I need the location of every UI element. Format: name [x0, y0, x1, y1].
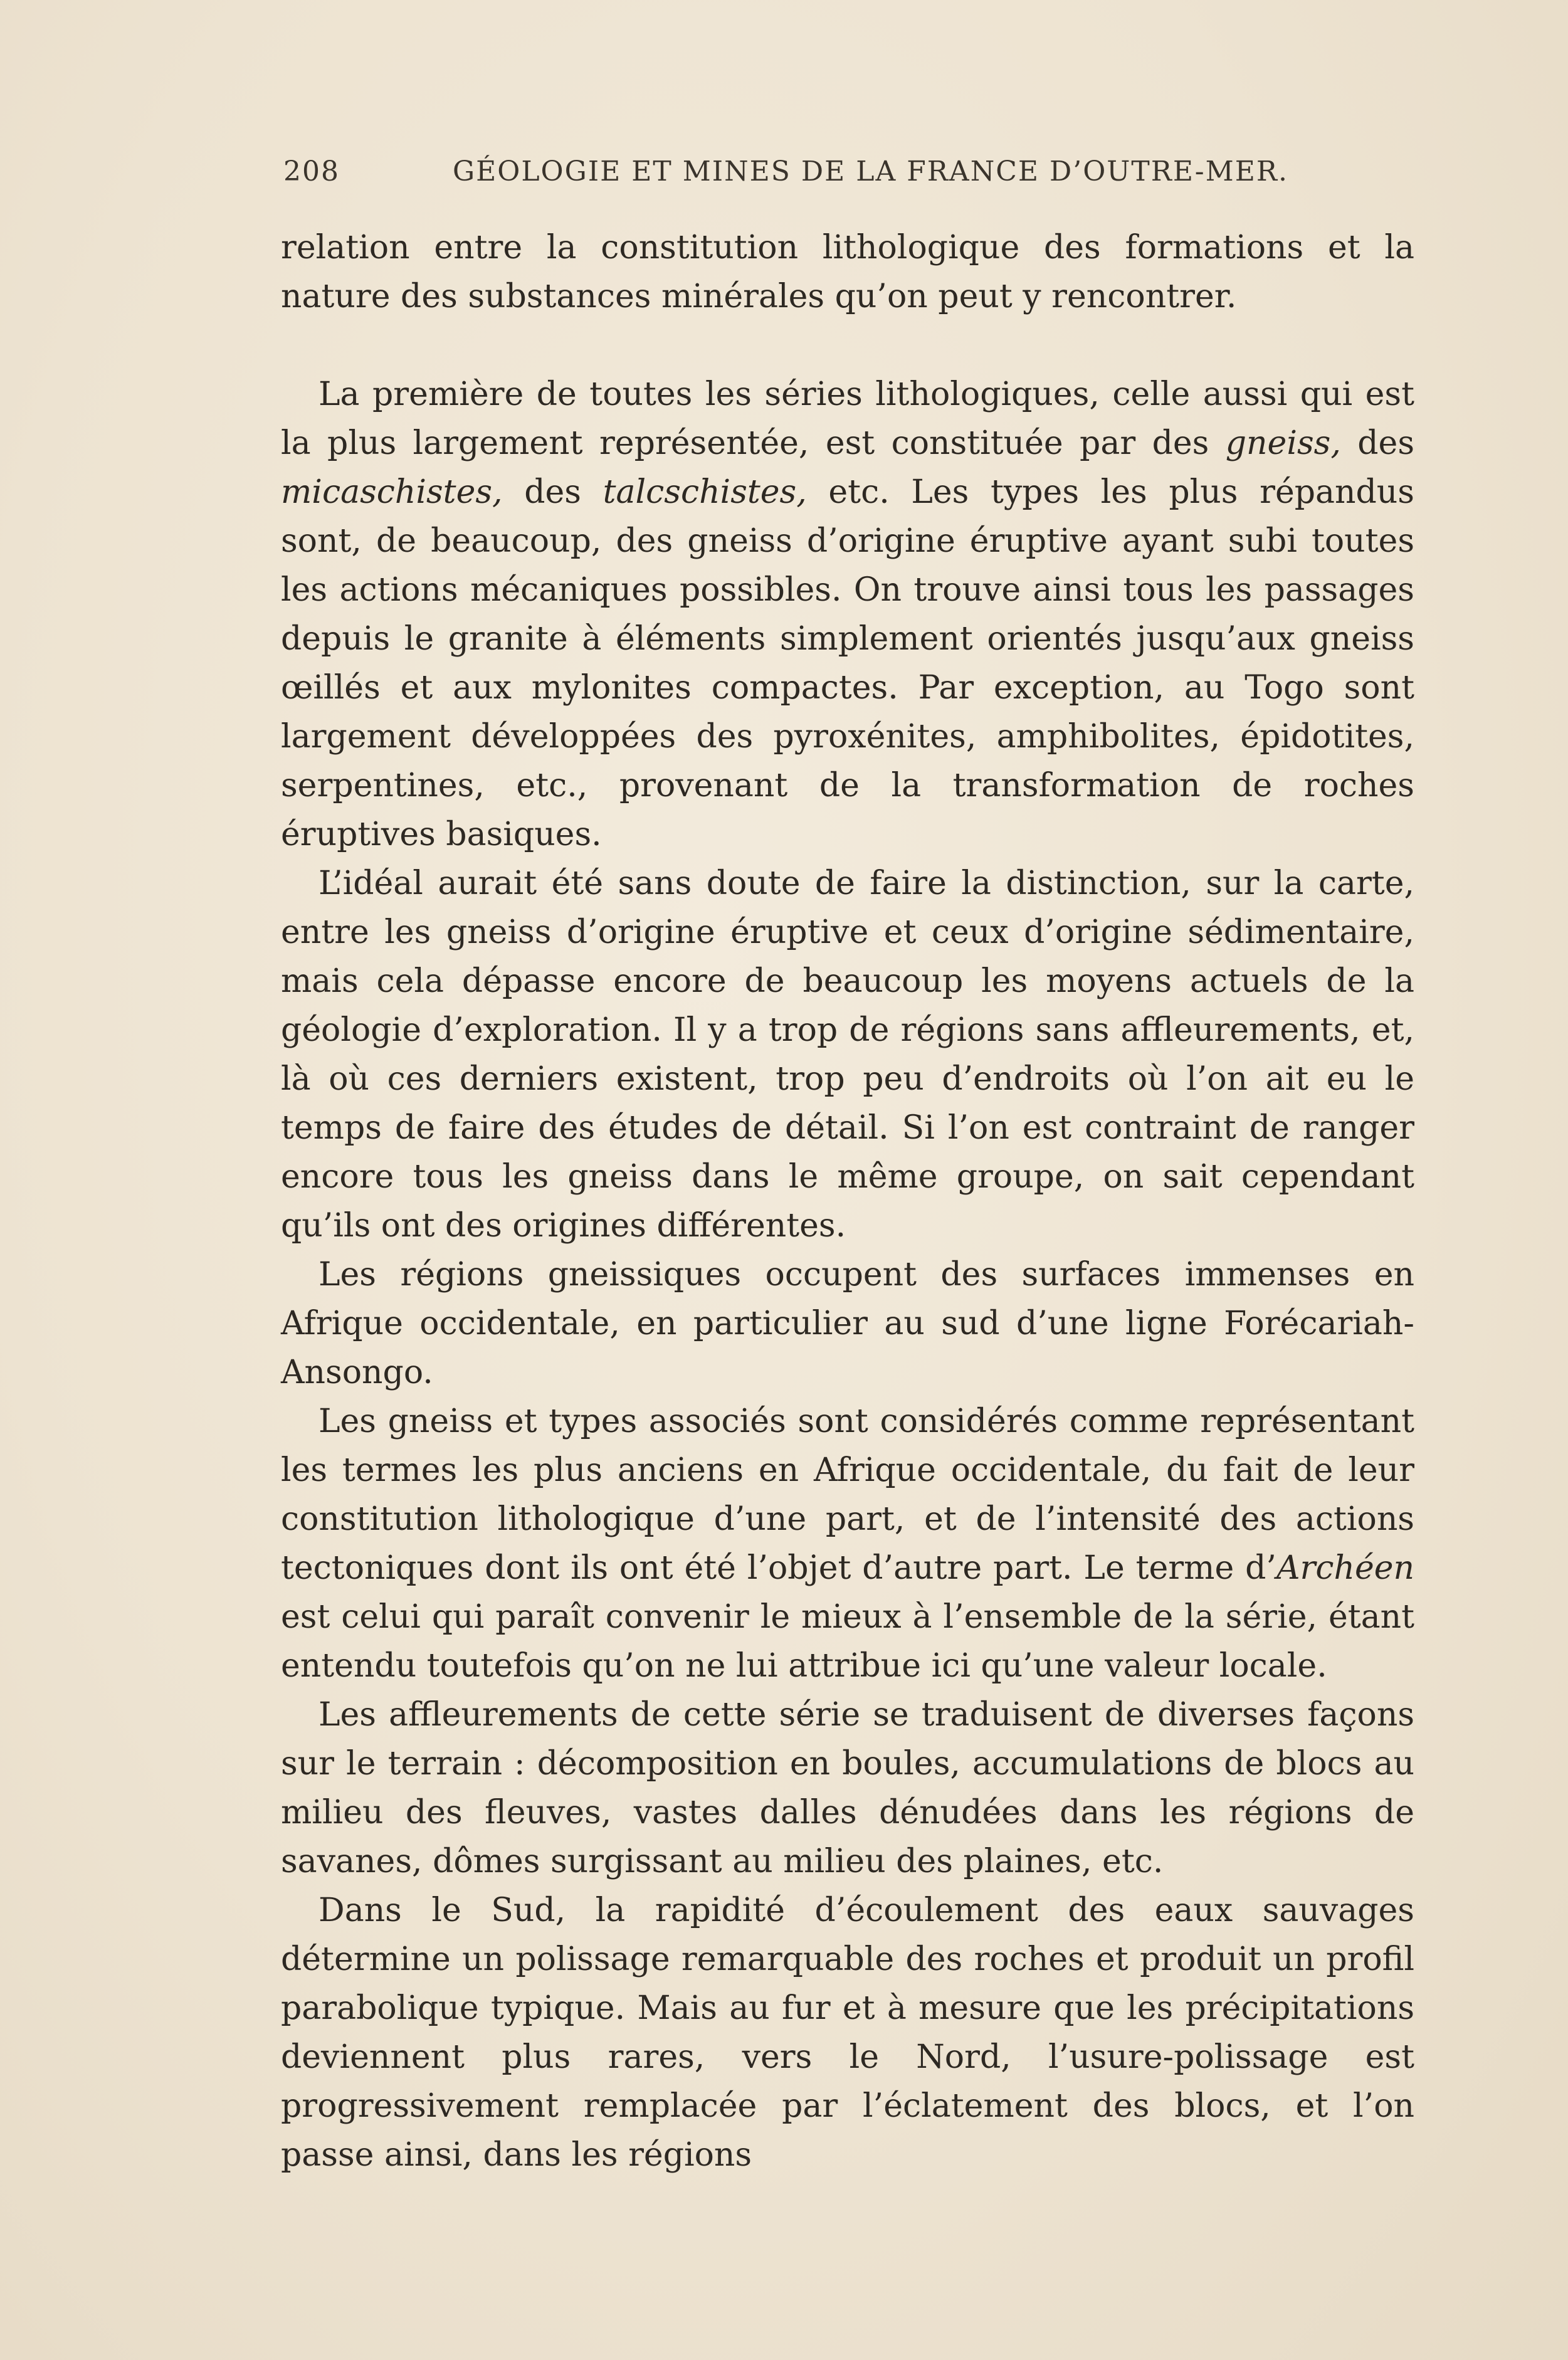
paragraph-continued: relation entre la constitution lithologique des formations et la nature des substances minérales qu’on peut y rencontrer. [281, 229, 1414, 315]
text-run: des [502, 473, 603, 511]
text-run: etc. Les types les plus répandus sont, de beaucoup, des gneiss d’origine éruptive ayant subi toutes les actions mécaniques possibles. On trouve ainsi tous les passages depuis le granite à éléments simplement orientés jusqu’aux gneiss œillés et aux mylonites compactes. Par exception, au Togo sont largement développées des pyroxénites, amphibolites, épidotites, serpentines, etc., provenant de la transformation de roches éruptives basiques. [281, 473, 1414, 853]
italic-term: gneiss, [1225, 424, 1341, 462]
text-run: des [1340, 424, 1415, 462]
paragraph-lithology [281, 370, 1414, 859]
italic-term: talcschistes, [602, 473, 807, 511]
paragraph-gneiss-regions: Les régions gneissiques occupent des surfaces immenses en Afrique occidentale, en particulier au sud d’une ligne Forécariah-Ansongo. [281, 1256, 1414, 1391]
paragraph-south: Dans le Sud, la rapidité d’écoulement des eaux sauvages détermine un polissage remarquable des roches et produit un profil parabolique typique. Mais au fur et à mesure que les précipitations deviennent plus rares, vers le Nord, l’usure-polissage est progressivement remplacée par l’éclatement des blocs, et l’on passe ainsi, dans les régions [281, 1892, 1414, 2174]
italic-term: Archéen [1276, 1549, 1414, 1587]
italic-term: micaschistes, [281, 473, 503, 511]
paragraph-distinction: L’idéal aurait été sans doute de faire la distinction, sur la carte, entre les gneiss d’origine éruptive et ceux d’origine sédimentaire, mais cela dépasse encore de beaucoup les moyens actuels de la géologie d’exploration. Il y a trop de régions sans affleurements, et, là où ces derniers existent, trop peu d’endroits où l’on ait eu le temps de faire des études de détail. Si l’on est contraint de ranger encore tous les gneiss dans le même groupe, on sait cependant qu’ils ont des origines différentes. [281, 865, 1414, 1245]
text-run: Les gneiss et types associés sont considérés comme représentant les termes les plus anciens en Afrique occidentale, du fait de leur constitution lithologique d’une part, et de l’intensité des actions tectoniques dont ils ont été l’objet d’autre part. Le terme d’ [281, 1403, 1414, 1587]
page-number: 208 [283, 155, 340, 187]
paragraph-outcrops: Les affleurements de cette série se traduisent de diverses façons sur le terrain : décomposition en boules, accumulations de blocs au milieu des fleuves, vastes dalles dénudées dans les régions de savanes, dômes surgissant au milieu des plaines, etc. [281, 1696, 1414, 1880]
text-run: La première de toutes les séries lithologiques, celle aussi qui est la plus largement représentée, est constituée par des [281, 376, 1414, 462]
text-run: est celui qui paraît convenir le mieux à l’ensemble de la série, étant entendu toutefois qu’on ne lui attribue ici qu’une valeur locale. [281, 1598, 1414, 1685]
running-title: GÉOLOGIE ET MINES DE LA FRANCE D’OUTRE-MER. [453, 155, 1288, 187]
paragraph-archean [281, 1397, 1414, 1690]
body-text [281, 223, 1414, 2179]
